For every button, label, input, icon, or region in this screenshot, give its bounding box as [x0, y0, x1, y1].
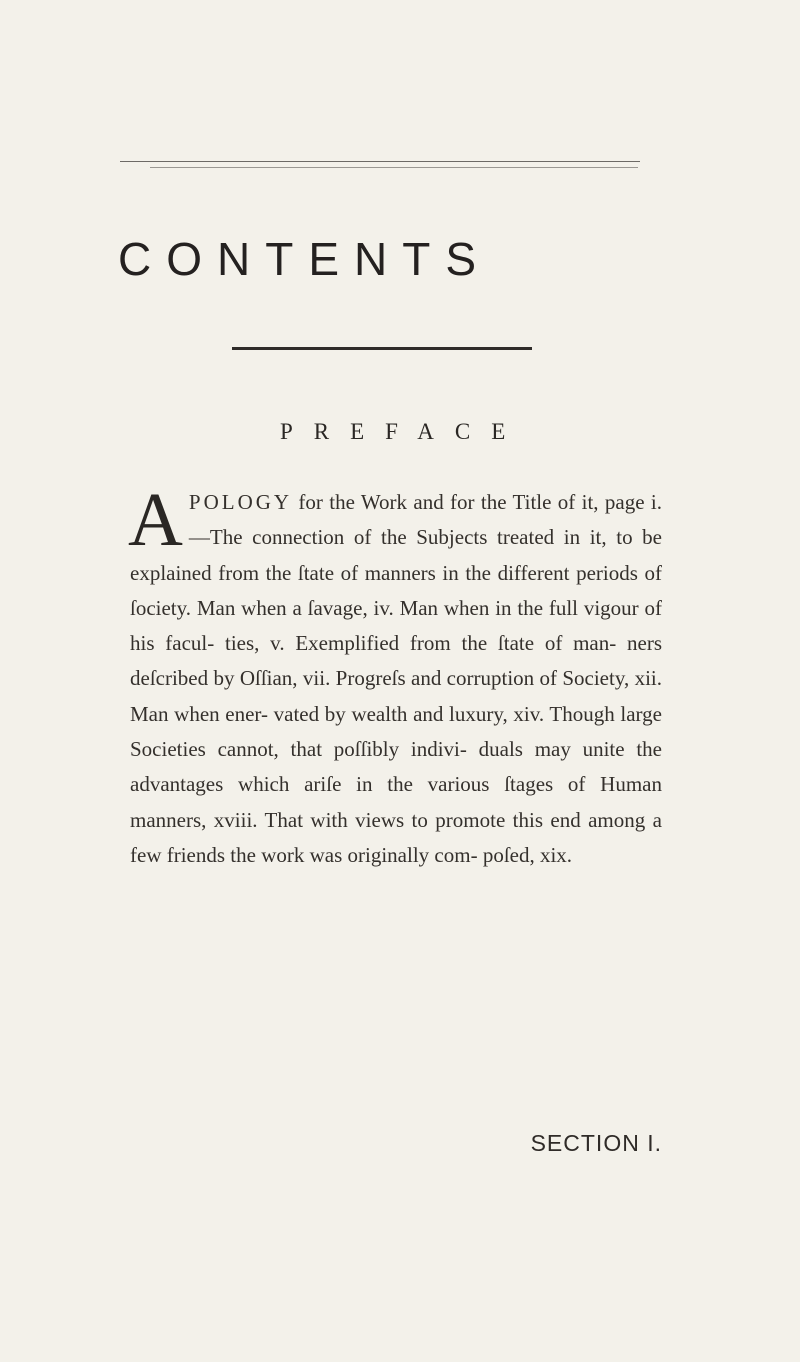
- lead-word-caps: POLOGY: [188, 490, 293, 514]
- top-rule: [120, 161, 640, 162]
- catchword: SECTION I.: [530, 1130, 662, 1156]
- top-rule-secondary: [150, 167, 638, 168]
- section-title: PREFACE: [280, 419, 527, 444]
- preface-paragraph: [128, 478, 662, 873]
- drop-cap: A: [128, 478, 183, 562]
- preface-body: for the Work and for the Title of it, page i.—The connection of the Subjects treated in it, to be explained from the ſtate of manners in the different periods of ſociety. Man when a ſavage, iv. Man when in the full vigour of his facul- ties, v. Exemplified from the ſtate of man- ners deſcribed by Oſſian, vii. Progreſs and corruption of Society, xii. Man when ener- vated by wealth and luxury, xiv. Though large Societies cannot, that poſſibly indivi- duals may unite the advantages which ariſe in the various ſtages of Human manners, xviii. That with views to promote this end among a few friends the work was originally com- poſed, xix.: [130, 490, 662, 867]
- page-title: CONTENTS: [118, 233, 491, 285]
- heading-divider: [232, 347, 532, 350]
